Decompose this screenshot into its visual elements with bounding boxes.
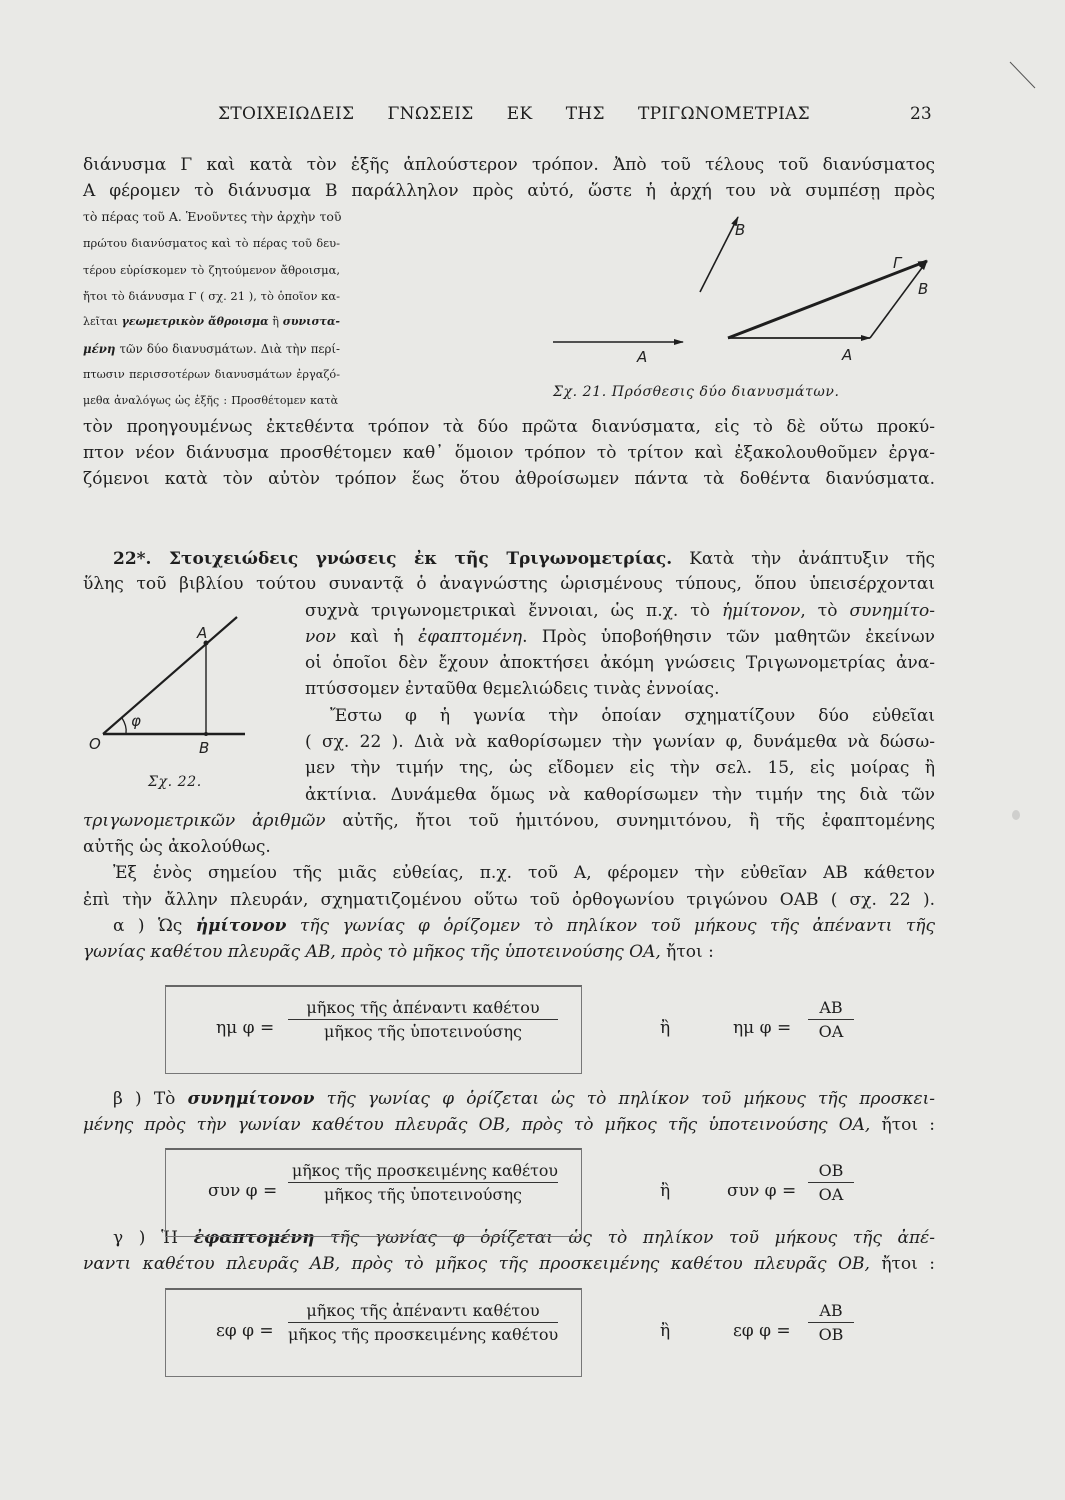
label-b-sum: B (918, 280, 929, 298)
point-b (204, 732, 208, 736)
scan-spot (1012, 810, 1020, 820)
text-run: ἤτοι : (869, 1254, 935, 1274)
figure-22-caption: Σχ. 22. (148, 774, 202, 790)
text-run: ζόμενοι κατὰ τὸν αὐτὸν τρόπον ἕως ὅτου ἀθροίσωμεν πάντα τὰ δοθέντα διανύσματα. (83, 469, 935, 489)
text-run: πρώτου διανύσματος καὶ τὸ πέρας τοῦ δευ- (83, 236, 340, 250)
emphasized-text: τῆς γωνίας φ ὁρίζεται ὡς τὸ πηλίκον τοῦ μήκους τῆς προσκει- (314, 1089, 936, 1109)
text-run: . Πρὸς ὑποβοήθησιν τῶν μαθητῶν ἐκείνων (522, 627, 935, 647)
fraction-denominator: ΟΑ (818, 1022, 844, 1041)
emphasized-text: ναντι καθέτου πλευρᾶς ΑΒ, πρὸς τὸ μῆκος τῆς προσκειμένης καθέτου πλευρᾶς ΟΒ, (83, 1254, 870, 1274)
formula-or: ἢ (660, 1018, 671, 1038)
formula-short-fraction (808, 1301, 854, 1344)
text-run: τέρου εὑρίσκομεν τὸ ζητούμενον ἄθροισμα, (83, 263, 340, 277)
emphasized-text: συνημίτονον (187, 1089, 315, 1109)
text-run: , τὸ (800, 601, 850, 621)
text-run: τῶν δύο διανυσμάτων. Διὰ τὴν περί- (115, 342, 340, 356)
emphasized-text: τῆς γωνίας φ ὁρίζομεν τὸ πηλίκον τοῦ μήκους τῆς ἀπέναντι τῆς (286, 916, 935, 936)
emphasized-text: γεωμετρικὸν ἄθροισμα (121, 315, 269, 328)
text-run: ἢ (268, 315, 283, 328)
label-a-point: A (197, 624, 208, 642)
running-header: ΣΤΟΙΧΕΙΩΔΕΙΣ ΓΝΩΣΕΙΣ ΕΚ ΤΗΣ ΤΡΙΓΩΝΟΜΕΤΡΙΑΣ (218, 104, 810, 124)
emphasized-text: ἐφαπτομένη (193, 1228, 315, 1248)
fraction-denominator: μῆκος τῆς ὑποτεινούσης (324, 1185, 522, 1204)
emphasized-text: μένης πρὸς τὴν γωνίαν καθέτου πλευρᾶς ΟΒ, πρὸς τὸ μῆκος τῆς ὑποτεινούσης ΟΑ, (83, 1115, 871, 1135)
label-a-left: A (637, 348, 648, 366)
emphasized-text: νον (305, 627, 336, 647)
page-number: 23 (910, 104, 932, 124)
text-run: τὸν προηγουμένως ἐκτεθέντα τρόπον τὰ δύο πρῶτα διανύσματα, εἰς τὸ δὲ οὕτω προκύ- (83, 417, 935, 437)
label-a-sum: A (842, 346, 853, 364)
fraction-numerator: ΑΒ (808, 1301, 854, 1323)
formula-lhs: εφ φ = (216, 1321, 274, 1341)
formula-short-fraction (808, 998, 854, 1041)
label-gamma: Γ (893, 254, 902, 272)
formula-lhs: συν φ = (208, 1181, 278, 1201)
emphasized-text: ἡμίτονον (195, 916, 287, 936)
formula-lhs: ημ φ = (216, 1018, 275, 1038)
emphasized-text: 22*. Στοιχειώδεις γνώσεις ἐκ τῆς Τριγωνομετρίας. (113, 549, 673, 569)
fraction-numerator: ΑΒ (808, 998, 854, 1020)
text-run: ὕλης τοῦ βιβλίου τούτου συναντᾷ ὁ ἀναγνώστης ὡρισμένους τύπους, ὅπου ὑπεισέρχονται (83, 574, 935, 594)
text-run: οἱ ὁποῖοι δὲν ἔχουν ἀποκτήσει ἀκόμη γνώσεις Τριγωνομετρίας ἀνα- (305, 653, 935, 673)
label-b-left: B (735, 221, 746, 239)
formula-fraction (288, 998, 558, 1041)
fraction-numerator: μῆκος τῆς ἀπέναντι καθέτου (288, 1301, 558, 1323)
text-run: Ἐξ ἑνὸς σημείου τῆς μιᾶς εὐθείας, π.χ. τοῦ Α, φέρομεν τὴν εὐθεῖαν ΑΒ κάθετον (113, 863, 935, 883)
vector-b-left (700, 217, 738, 292)
text-run: διάνυσμα Γ καὶ κατὰ τὸν ἑξῆς ἁπλούστερον τρόπον. Ἀπὸ τοῦ τέλους τοῦ διανύσματος (83, 155, 935, 175)
text-run: ἤτοι : (870, 1115, 935, 1135)
text-run: β ) Τὸ (113, 1089, 188, 1109)
emphasized-text: γωνίας καθέτου πλευρᾶς ΑΒ, πρὸς τὸ μῆκος τῆς ὑποτεινούσης ΟΑ, (83, 942, 661, 962)
fraction-numerator: μῆκος τῆς προσκειμένης καθέτου (288, 1161, 558, 1183)
fraction-numerator: ΟΒ (808, 1161, 854, 1183)
text-run: συχνὰ τριγωνομετρικαὶ ἔννοιαι, ὡς π.χ. τὸ (305, 601, 722, 621)
emphasized-text: τῆς γωνίας φ ὁρίζεται ὡς τὸ πηλίκον τοῦ μήκους τῆς ἀπέ- (314, 1228, 935, 1248)
text-run: Α φέρομεν τὸ διάνυσμα Β παράλληλον πρὸς αὐτό, ὥστε ἡ ἀρχή του νὰ συμπέσῃ πρὸς (83, 181, 935, 201)
text-run: πτύσσομεν ἐνταῦθα θεμελιώδεις τινὰς ἐννοίας. (305, 679, 720, 699)
fraction-denominator: ΟΒ (818, 1325, 844, 1344)
text-run: αὐτῆς, ἤτοι τοῦ ἡμιτόνου, συνημιτόνου, ἢ τῆς ἐφαπτομένης (325, 811, 935, 831)
text-run: ἀκτίνια. Δυνάμεθα ὅμως νὰ καθορίσωμεν τὴν τιμήν της διὰ τῶν (305, 785, 935, 805)
text-run: Ἔστω φ ἡ γωνία τὴν ὁποίαν σχηματίζουν δύο εὐθεῖαι (330, 706, 935, 726)
fraction-numerator: μῆκος τῆς ἀπέναντι καθέτου (288, 998, 558, 1020)
text-run: καὶ ἡ (335, 627, 419, 647)
emphasized-text: συνημίτο- (849, 601, 935, 621)
vector-gamma-resultant (728, 261, 927, 338)
emphasized-text: μένη (83, 342, 116, 356)
text-run: ἤτοι τὸ διάνυσμα Γ ( σχ. 21 ), τὸ ὁποῖον κα- (83, 289, 340, 303)
angle-arc-phi (122, 718, 126, 733)
text-run: μεν τὴν τιμήν της, ὡς εἴδομεν εἰς τὴν σελ. 15, εἰς μοίρας ἢ (305, 758, 935, 778)
text-run: αὐτῆς ὡς ἀκολούθως. (83, 837, 271, 857)
text-run: ( σχ. 22 ). Διὰ νὰ καθορίσωμεν τὴν γωνίαν φ, δυνάμεθα νὰ δώσω- (305, 732, 935, 752)
formula-fraction (288, 1301, 558, 1344)
text-run: μεθα ἀναλόγως ὡς ἑξῆς : Προσθέτομεν κατὰ (83, 394, 338, 407)
text-run: ἤτοι : (660, 942, 714, 962)
emphasized-text: συνιστα- (282, 315, 340, 328)
text-run: πτωσιν περισσοτέρων διανυσμάτων ἐργαζό- (83, 368, 340, 381)
label-o: O (89, 735, 101, 753)
formula-or: ἢ (660, 1181, 671, 1201)
text-run: Κατὰ τὴν ἀνάπτυξιν τῆς (672, 549, 935, 569)
text-run: τὸ πέρας τοῦ Α. Ἑνοῦντες τὴν ἀρχὴν τοῦ (83, 209, 342, 224)
formula-short-fraction (808, 1161, 854, 1204)
emphasized-text: τριγωνομετρικῶν ἀριθμῶν (83, 811, 326, 831)
formula-or: ἢ (660, 1321, 671, 1341)
text-run: λεῖται (83, 315, 122, 328)
fraction-denominator: μῆκος τῆς ὑποτεινούσης (324, 1022, 522, 1041)
formula-short-lhs: συν φ = (727, 1181, 797, 1201)
fraction-denominator: μῆκος τῆς προσκειμένης καθέτου (288, 1325, 559, 1344)
text-run: α ) Ὡς (113, 916, 196, 936)
formula-short-lhs: ημ φ = (733, 1018, 792, 1038)
text-run: γ ) Ἡ (113, 1228, 194, 1248)
fraction-denominator: ΟΑ (818, 1185, 844, 1204)
text-run: πτον νέον διάνυσμα προσθέτομεν καθ᾽ ὅμοιον τρόπον τὸ τρίτον καὶ ἐξακολουθοῦμεν ἐργα- (83, 443, 935, 463)
formula-fraction (288, 1161, 558, 1204)
scan-mark (1010, 62, 1035, 88)
figure-21-caption: Σχ. 21. Πρόσθεσις δύο διανυσμάτων. (553, 384, 840, 400)
hypotenuse-oa (103, 617, 237, 734)
formula-short-lhs: εφ φ = (733, 1321, 791, 1341)
emphasized-text: ἡμίτονον (721, 601, 801, 621)
text-run: ἐπὶ τὴν ἄλλην πλευράν, σχηματιζομένου οὕτω τοῦ ὀρθογωνίου τριγώνου ΟΑΒ ( σχ. 22 ). (83, 890, 935, 910)
emphasized-text: ἐφαπτομένη (418, 627, 523, 647)
label-phi: φ (131, 712, 141, 730)
label-b-point: B (199, 739, 210, 757)
